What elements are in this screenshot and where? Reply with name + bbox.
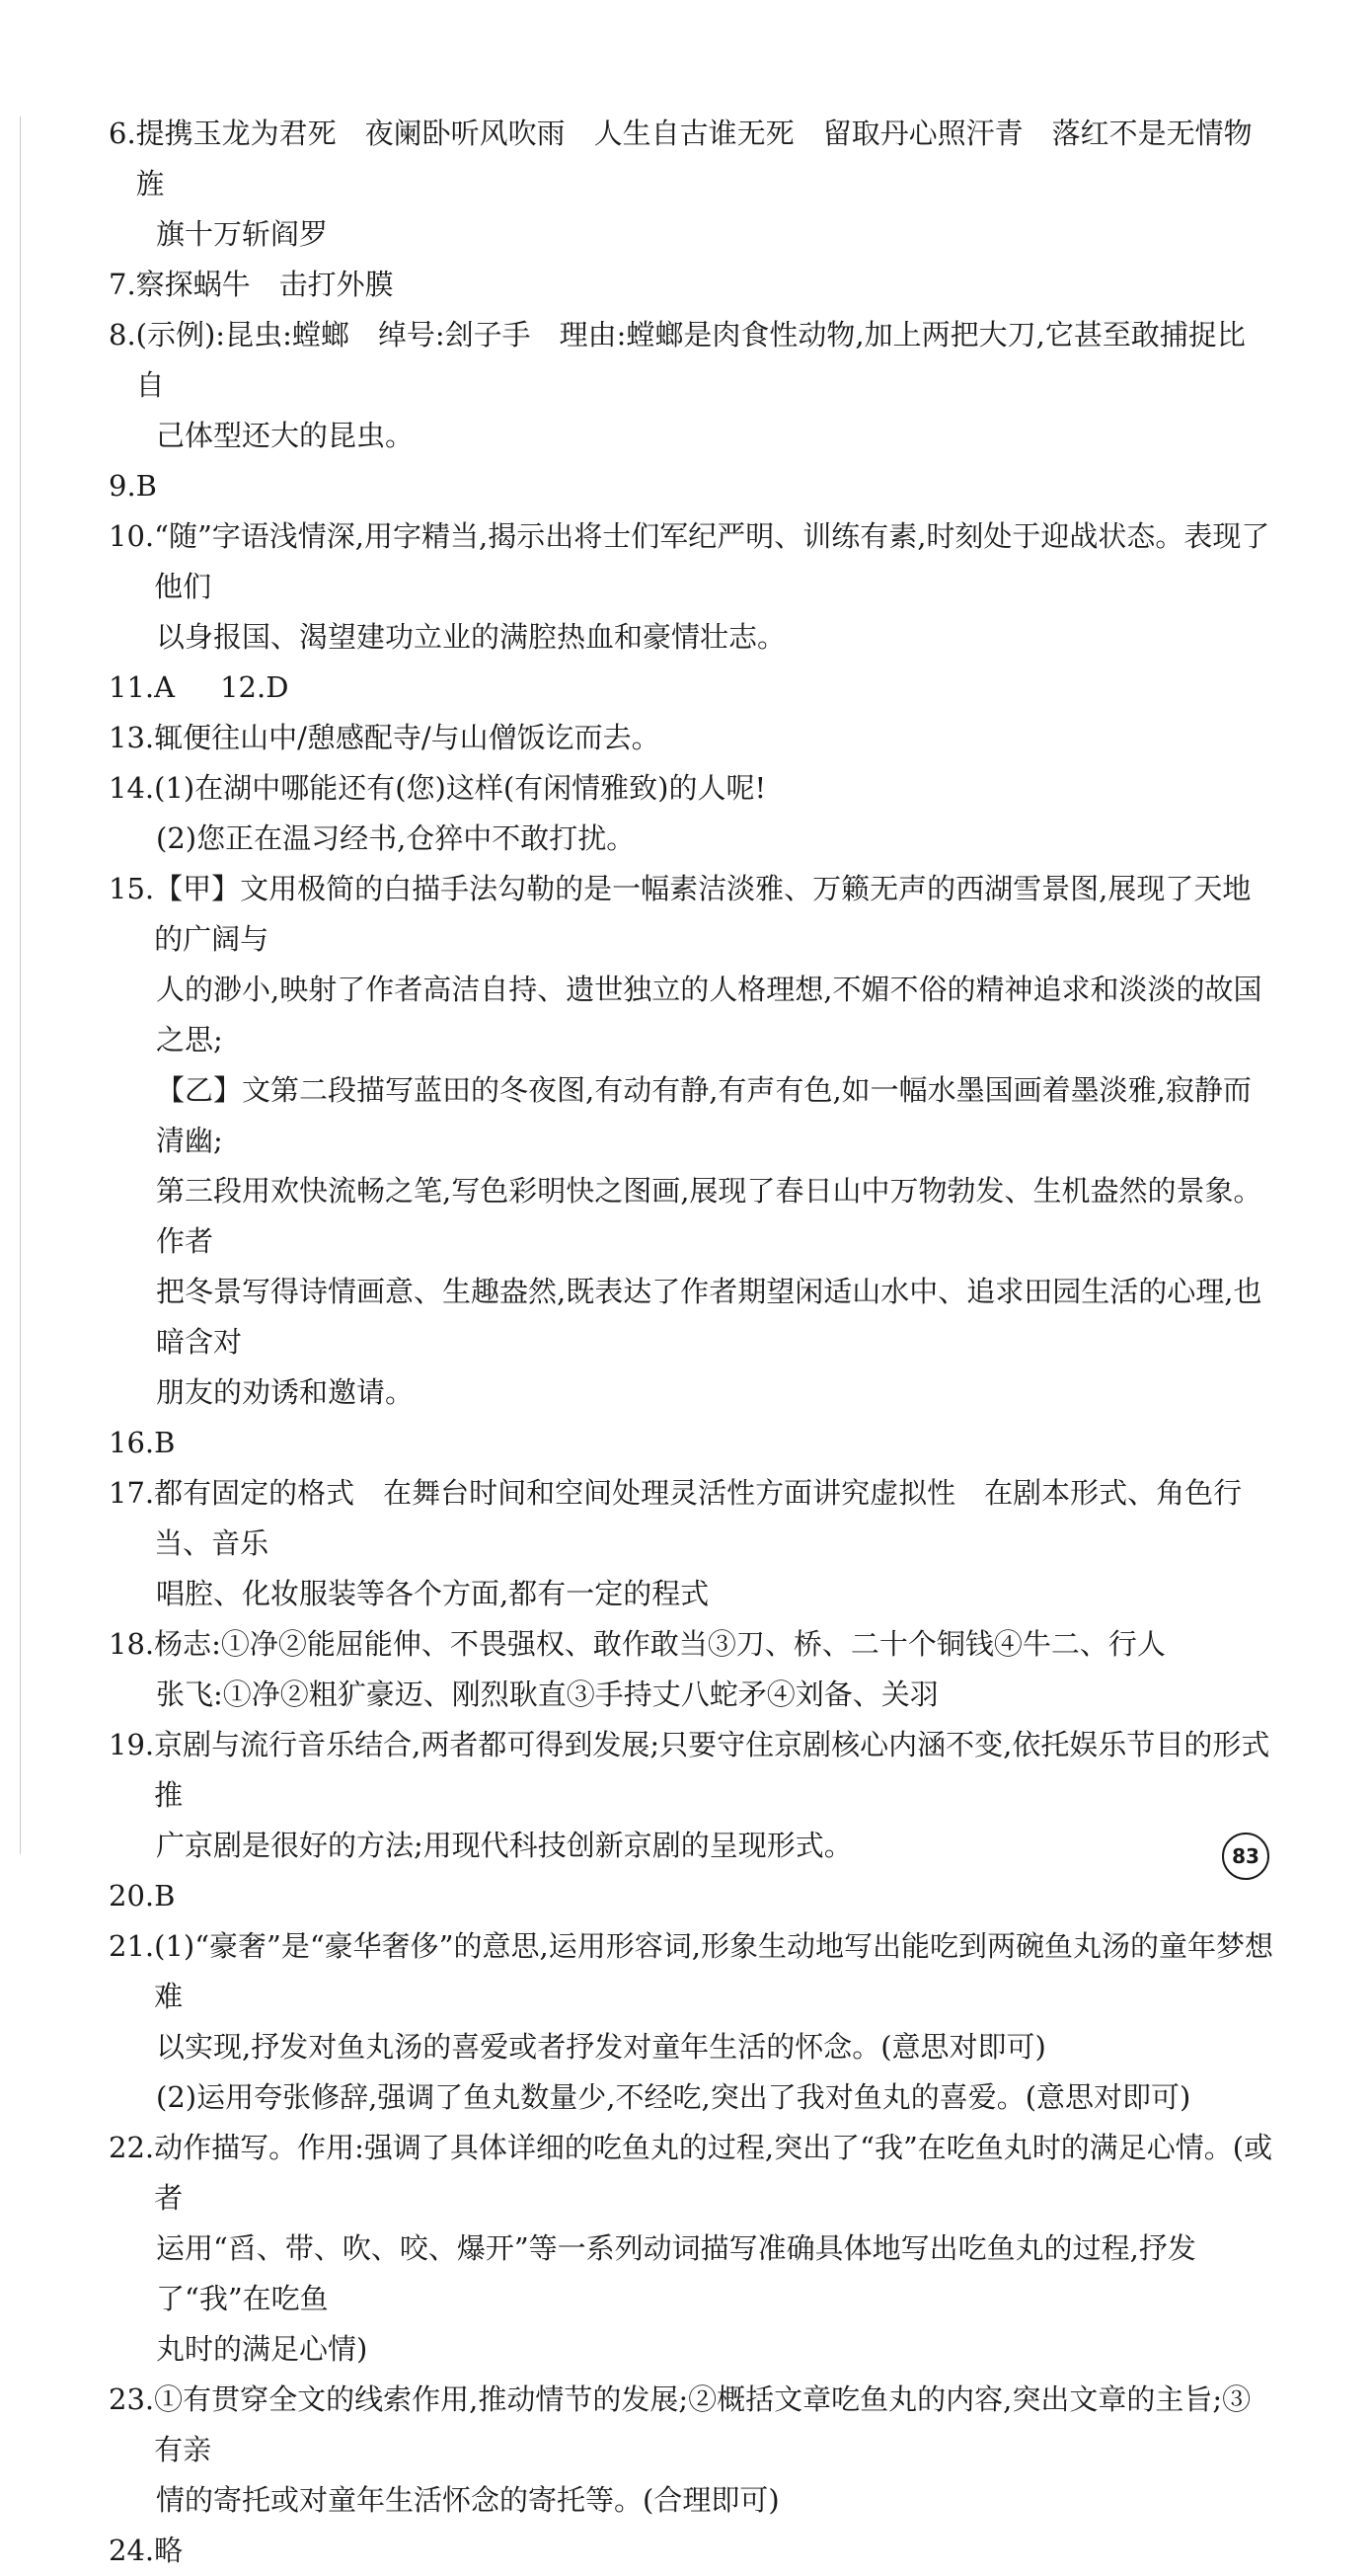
answer-number: 8. xyxy=(109,318,136,351)
answer-text: (1)“豪奢”是“豪华奢侈”的意思,运用形容词,形象生动地写出能吃到两碗鱼丸汤的童年梦想难 xyxy=(154,1929,1273,2013)
answer-9 xyxy=(109,461,1273,511)
answer-text: 察探蜗牛 击打外膜 xyxy=(135,268,394,301)
answer-number: 16. xyxy=(109,1426,155,1459)
answer-text: B xyxy=(135,469,157,503)
answer-19 xyxy=(109,1720,1273,1871)
answer-number: 15. xyxy=(109,872,155,905)
answer-number: 21. xyxy=(109,1929,155,1963)
answer-number: 11. xyxy=(109,670,155,704)
answer-number: 13. xyxy=(109,721,155,754)
answer-text-continued: 把冬景写得诗情画意、生趣盎然,既表达了作者期望闲适山水中、追求田园生活的心理,也暗含对 xyxy=(156,1275,1262,1359)
answer-20 xyxy=(109,1871,1273,1921)
answer-text: (1)在湖中哪能还有(您)这样(有闲情雅致)的人呢! xyxy=(154,771,767,805)
answer-text-continued: 朋友的劝诱和邀请。 xyxy=(156,1375,415,1409)
answer-text: B xyxy=(154,1879,176,1912)
answer-text-continued: 旗十万斩阎罗 xyxy=(156,217,329,251)
answer-number: 23. xyxy=(109,2382,155,2416)
answer-text: 辄便往山中/憩感配寺/与山僧饭讫而去。 xyxy=(154,721,660,754)
answer-text-continued: 张飞:①净②粗犷豪迈、刚烈耿直③手持丈八蛇矛④刘备、关羽 xyxy=(156,1678,939,1711)
answer-text-continued: 广京剧是很好的方法;用现代科技创新京剧的呈现形式。 xyxy=(156,1829,853,1862)
answer-22 xyxy=(109,2123,1273,2375)
answer-text: ①有贯穿全文的线索作用,推动情节的发展;②概括文章吃鱼丸的内容,突出文章的主旨;③有亲 xyxy=(154,2382,1252,2466)
answer-number: 9. xyxy=(109,469,136,503)
answer-8 xyxy=(109,310,1273,461)
answer-text: 略 xyxy=(154,2534,184,2567)
answer-number: 19. xyxy=(109,1728,155,1761)
answer-text-continued: 丸时的满足心情) xyxy=(156,2332,368,2366)
answer-14 xyxy=(109,763,1273,864)
answer-number: 22. xyxy=(109,2131,155,2164)
answer-number: 18. xyxy=(109,1627,155,1661)
answer-6 xyxy=(109,109,1281,260)
answer-page xyxy=(109,109,1281,2576)
answer-23 xyxy=(109,2375,1273,2526)
answer-number: 12. xyxy=(220,670,267,704)
answer-number: 20. xyxy=(109,1879,155,1912)
answer-15 xyxy=(109,864,1273,1418)
answer-text: B xyxy=(154,1426,176,1459)
answer-7 xyxy=(109,260,1273,310)
answer-number: 10. xyxy=(109,519,155,553)
answer-text-continued: 以身报国、渴望建功立业的满腔热血和豪情壮志。 xyxy=(156,620,787,654)
answer-text: 杨志:①净②能屈能伸、不畏强权、敢作敢当③刀、桥、二十个铜钱④牛二、行人 xyxy=(154,1627,1166,1661)
margin-rule xyxy=(20,117,21,1854)
answer-text: 京剧与流行音乐结合,两者都可得到发展;只要守住京剧核心内涵不变,依托娱乐节目的形式推 xyxy=(154,1728,1270,1812)
answer-number: 14. xyxy=(109,771,155,805)
answer-text: A xyxy=(154,670,176,704)
answer-text-continued: 人的渺小,映射了作者高洁自持、遗世独立的人格理想,不媚不俗的精神追求和淡淡的故国之思; xyxy=(156,973,1262,1056)
answer-text-continued: 【乙】文第二段描写蓝田的冬夜图,有动有静,有声有色,如一幅水墨国画着墨淡雅,寂静而清幽; xyxy=(156,1073,1252,1157)
answer-text: 【甲】文用极简的白描手法勾勒的是一幅素洁淡雅、万籁无声的西湖雪景图,展现了天地的广阔与 xyxy=(154,872,1252,956)
answer-18 xyxy=(109,1619,1273,1720)
answer-text: “随”字语浅情深,用字精当,揭示出将士们军纪严明、训练有素,时刻处于迎战状态。表现了他们 xyxy=(154,519,1270,603)
answer-text-continued: 唱腔、化妆服装等各个方面,都有一定的程式 xyxy=(156,1577,710,1610)
answer-text-continued: (2)运用夸张修辞,强调了鱼丸数量少,不经吃,突出了我对鱼丸的喜爱。(意思对即可) xyxy=(156,2080,1191,2114)
answer-text-continued: 运用“舀、带、吹、咬、爆开”等一系列动词描写准确具体地写出吃鱼丸的过程,抒发了“我”在吃鱼 xyxy=(156,2231,1196,2315)
answer-10 xyxy=(109,511,1273,663)
answer-text-continued: 以实现,抒发对鱼丸汤的喜爱或者抒发对童年生活的怀念。(意思对即可) xyxy=(156,2030,1046,2064)
answer-text: 动作描写。作用:强调了具体详细的吃鱼丸的过程,突出了“我”在吃鱼丸时的满足心情。(或者 xyxy=(154,2131,1273,2215)
answer-text: D xyxy=(266,670,289,704)
answer-text-continued: (2)您正在温习经书,仓猝中不敢打扰。 xyxy=(156,821,636,855)
answer-text-continued: 情的寄托或对童年生活怀念的寄托等。(合理即可) xyxy=(156,2483,780,2517)
answer-11-12 xyxy=(109,663,1273,713)
page-number: 83 xyxy=(1232,1844,1259,1868)
answer-number: 7. xyxy=(109,268,136,301)
answer-number: 24. xyxy=(109,2534,155,2567)
answer-text: 都有固定的格式 在舞台时间和空间处理灵活性方面讲究虚拟性 在剧本形式、角色行当、音乐 xyxy=(154,1476,1243,1560)
answer-number: 17. xyxy=(109,1476,155,1510)
answer-text-continued: 己体型还大的昆虫。 xyxy=(156,419,415,452)
answer-16 xyxy=(109,1418,1273,1468)
answer-17 xyxy=(109,1468,1273,1619)
answer-text: (示例):昆虫:螳螂 绰号:刽子手 理由:螳螂是肉食性动物,加上两把大刀,它甚至敢捕捉比自 xyxy=(135,318,1246,402)
answer-text: 提携玉龙为君死 夜阑卧听风吹雨 人生自古谁无死 留取丹心照汗青 落红不是无情物 旌 xyxy=(135,117,1281,200)
page-number-badge xyxy=(1222,1833,1269,1880)
answer-13 xyxy=(109,713,1273,763)
answer-number: 6. xyxy=(109,117,136,150)
answer-24 xyxy=(109,2526,1273,2576)
answer-text-continued: 第三段用欢快流畅之笔,写色彩明快之图画,展现了春日山中万物勃发、生机盎然的景象。作者 xyxy=(156,1174,1262,1258)
answer-21 xyxy=(109,1921,1273,2123)
